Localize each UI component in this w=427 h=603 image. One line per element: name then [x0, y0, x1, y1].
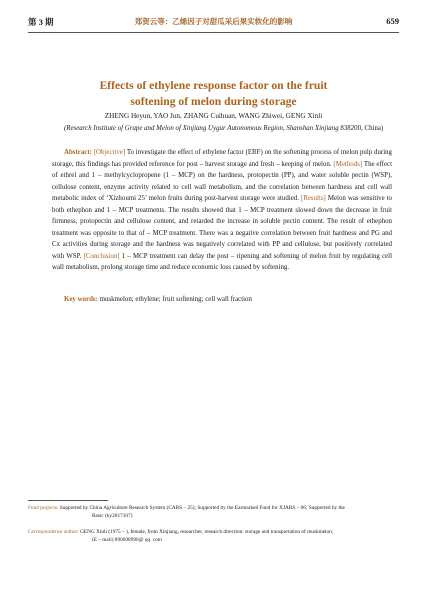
methods-tag: [Methods] — [333, 160, 363, 168]
fund-footnote — [28, 505, 401, 520]
objective-tag: [Objective] — [93, 149, 126, 156]
affiliation-postcode: 838200, China) — [340, 125, 384, 132]
keywords-label: Key words: — [64, 296, 98, 303]
article-title — [40, 78, 387, 110]
keywords-text: muskmelon; ethylene; fruit softening; cell wall fraction — [99, 296, 252, 303]
running-header — [28, 16, 399, 32]
page-number: 659 — [386, 16, 399, 26]
footnote-rule — [28, 500, 108, 501]
results-tag: [Results] — [300, 195, 326, 202]
correspondence-text: GENG Xinli (1975 – ), female, from Xinjiang, researcher, research direction: storage and transportation of muskmelon, — [80, 529, 334, 535]
author-list: ZHENG Heyun, YAO Jun, ZHANG Cuihuan, WANG Zhiwei, GENG Xinli — [104, 112, 323, 120]
fund-tail: Basic (ky2017107) — [92, 512, 133, 519]
running-title: 郑贺云等：乙烯因子对甜瓜采后果实软化的影响 — [134, 17, 293, 26]
correspondence-label: Correspondence author: — [28, 529, 79, 535]
fund-label: Fund projects: — [28, 505, 59, 511]
abstract-label: Abstract: — [64, 149, 92, 156]
title-line-2: softening of melon during storage — [130, 95, 297, 108]
abstract — [52, 147, 392, 274]
results-text: Melon was sensitive to both ethephon and 1 – MCP treatments. The results showed that 1 – MCP treatment slowed down the decrease in fruit firmness, protopectin and cellulose content, and retarded the increase in soluble pectin content. The result of ethephon treatment was opposite to that of – MCP treatment. There was a negative correlation between fruit hardness and PG and Cx activities during storage and the hardness was negatively correlated with PP and cellulose, but positively correlated with WSP. — [52, 195, 393, 260]
issue-number: 第 3 期 — [28, 17, 54, 27]
correspondence-footnote — [28, 529, 401, 544]
affiliation-text: (Research Institute of Grape and Melon of Xinjiang Uygur Autonomous Region, Shanshan Xinjiang — [64, 125, 339, 132]
conclusion-tag: [Conclusion] — [83, 252, 120, 260]
fund-text: Supported by China Agriculture Research System (CARS – 25); Supported by the Earmarked Fund for XJARS – 06; Supported by the — [59, 505, 345, 511]
objective-text: To investigate the effect of ethylene factor (ERF) on the softening process of melon pulp during storage, this findings has provided reference for post – harvest storage and fresh – keeping of melon. — [52, 149, 393, 168]
title-line-1: Effects of ethylene response factor on the fruit — [99, 79, 328, 92]
correspondence-email: (E – mail) 890698990@ qq. com — [92, 536, 162, 543]
keywords — [64, 296, 392, 303]
header-rule — [28, 32, 399, 33]
conclusion-text: 1 – MCP treatment can delay the post – ripening and softening of melon fruit by regulating cell wall metabolism, prolong storage time and reduce economic loss caused by softening. — [52, 252, 392, 271]
methods-text: The effect of ethrel and 1 – methylcyclopropene (1 – MCP) on the hardness, protopectin (PP), and water soluble pectin (WSP), cellulose content, enzyme activity related to cell wall metabolism, and the correlation between hardness and cell wall metabolic index of ‘Xizhoumi 25’ melon fruits during post-harvest storage were studied. — [52, 160, 392, 202]
affiliation — [52, 123, 392, 134]
